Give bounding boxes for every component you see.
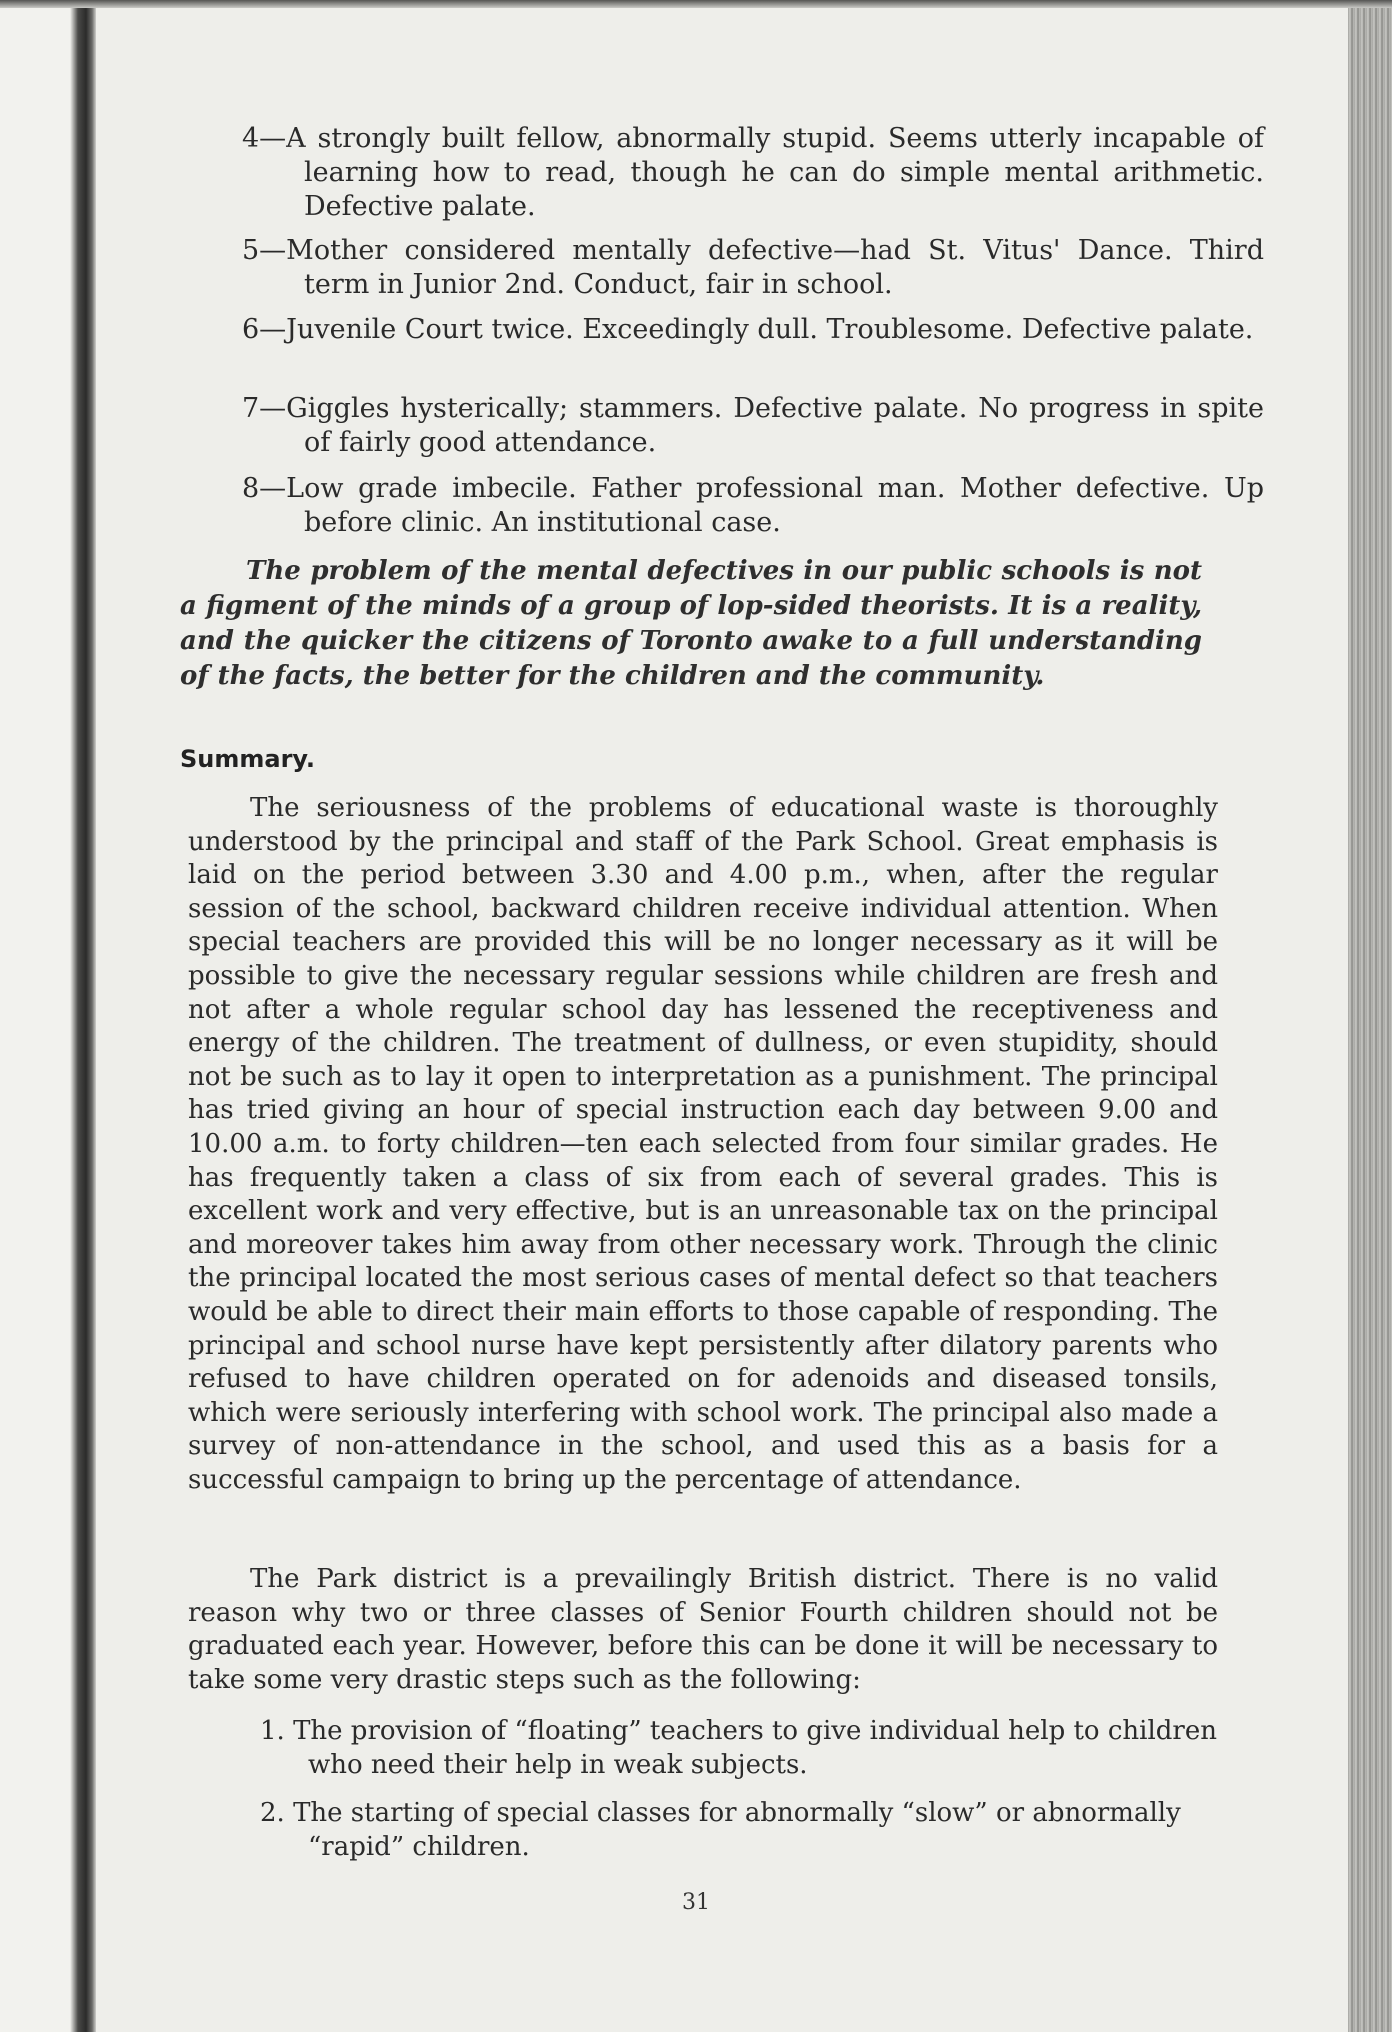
case-8: 8—Low grade imbecile. Father professional man. Mother defective. Up before clinic. An institutional case. — [242, 473, 1264, 538]
step-2: 2. The starting of special classes for abnormally “slow” or abnormally “rapid” children. — [260, 1798, 1181, 1862]
summary-paragraph-2: The Park district is a prevailingly British district. There is no valid reason why two or three classes of Senior Fourth children should not be graduated each year. However, before this can be done it will be necessary to take some very drastic steps such as the following: — [188, 1564, 1218, 1695]
summary-heading: Summary. — [180, 745, 315, 773]
case-5: 5—Mother considered mentally defective—had St. Vitus' Dance. Third term in Junior 2nd. Conduct, fair in school. — [242, 235, 1264, 300]
case-6: 6—Juvenile Court twice. Exceedingly dull. Troublesome. Defective palate. — [242, 314, 1254, 345]
summary-paragraph-1: The seriousness of the problems of educational waste is thoroughly understood by the principal and staff of the Park School. Great emphasis is laid on the period between 3.30 and 4.00 p.m., when, after the regular session of the school, backward children receive individual attention. When special teachers are provided this will be no longer necessary as it will be possible to give the necessary regular sessions while children are fresh and not after a whole regular school day has lessened the receptiveness and energy of the children. The treatment of dullness, or even stupidity, should not be such as to lay it open to interpretation as a punishment. The principal has tried giving an hour of special instruction each day between 9.00 and 10.00 a.m. to forty children—ten each selected from four similar grades. He has frequently taken a class of six from each of several grades. This is excellent work and very effective, but is an unreasonable tax on the principal and moreover takes him away from other necessary work. Through the clinic the principal located the most serious cases of mental defect so that teachers would be able to direct their main efforts to those capable of responding. The principal and school nurse have kept persistently after dilatory parents who refused to have children operated on for adenoids and diseased tonsils, which were seriously interfering with school work. The principal also made a survey of non-attendance in the school, and used this as a basis for a successful campaign to bring up the percentage of attendance. — [188, 793, 1218, 1495]
italic-conclusion: The problem of the mental defectives in our public schools is not a figment of the minds of a group of lop-sided theorists. It is a reality, and the quicker the citizens of Toronto awake to a full understanding of the facts, the better for the children and the community. — [180, 556, 1202, 691]
top-edge — [0, 0, 1392, 8]
step-1: 1. The provision of “floating” teachers to give individual help to children who need their help in weak subjects. — [260, 1716, 1217, 1780]
case-7: 7—Giggles hysterically; stammers. Defective palate. No progress in spite of fairly good attendance. — [242, 393, 1264, 458]
page-edges — [1348, 0, 1392, 2032]
page-number: 31 — [682, 1890, 710, 1915]
case-4: 4—A strongly built fellow, abnormally stupid. Seems utterly incapable of learning how to read, though he can do simple mental arithmetic. Defective palate. — [242, 123, 1264, 222]
binding-gutter — [0, 0, 96, 2032]
